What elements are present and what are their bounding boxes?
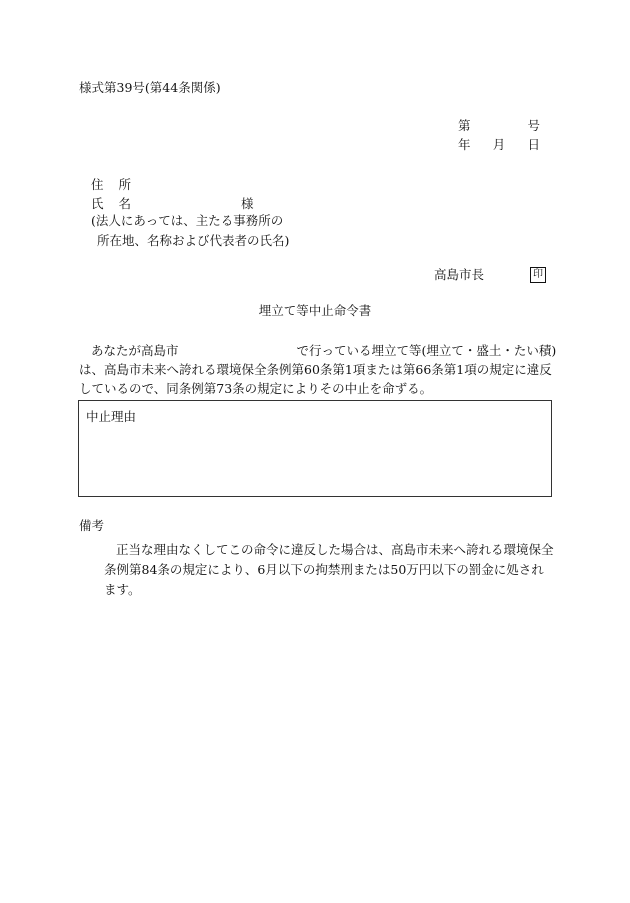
date-year: 年 [458,137,471,152]
form-number: 様式第39号(第44条関係) [79,80,221,95]
date-line [458,139,540,152]
body-part-3: 高島市未来へ誇れる環境保全条例第60条第1項または第66条第1項の規定に違反しているので、同条例第73条の規定によりその中止を命ずる。 [79,362,552,396]
address-label-char-2: 所 [118,177,131,193]
order-body [79,341,559,398]
honorific: 様 [241,196,254,212]
addressee-block [91,176,254,214]
remarks-text [104,540,556,600]
document-number-line [458,120,540,133]
date-month: 月 [492,137,506,152]
name-label-char-2: 名 [118,196,131,212]
body-part-2: で行っている埋立て等(埋立て・盛土・たい積)は、 [79,343,557,377]
address-row [91,176,254,195]
remarks-heading: 備考 [79,518,105,533]
remarks-paragraph: 正当な理由なくしてこの命令に違反した場合は、高島市未来へ誇れる環境保全条例第84条の規定により、6月以下の拘禁刑または50万円以下の罰金に処されます。 [104,542,554,597]
name-label-char-1: 氏 [91,196,104,212]
reason-box [78,400,552,497]
name-label [91,198,131,211]
address-label-char-1: 住 [91,177,104,193]
document-title: 埋立て等中止命令書 [258,303,372,318]
reason-label: 中止理由 [86,409,137,424]
corporation-note-line-1: (法人にあっては、主たる事務所の [91,213,284,228]
seal-mark: 印 [530,267,546,283]
corporation-note [91,211,289,251]
date-day: 日 [527,137,540,152]
address-label [91,179,131,192]
corporation-note-line-2: 所在地、名称および代表者の氏名) [97,233,290,248]
body-part-1: あなたが高島市 [91,343,179,358]
number-prefix: 第 [458,118,471,133]
issuer [434,267,546,283]
number-suffix: 号 [527,118,540,133]
issuer-title: 高島市長 [434,266,485,282]
